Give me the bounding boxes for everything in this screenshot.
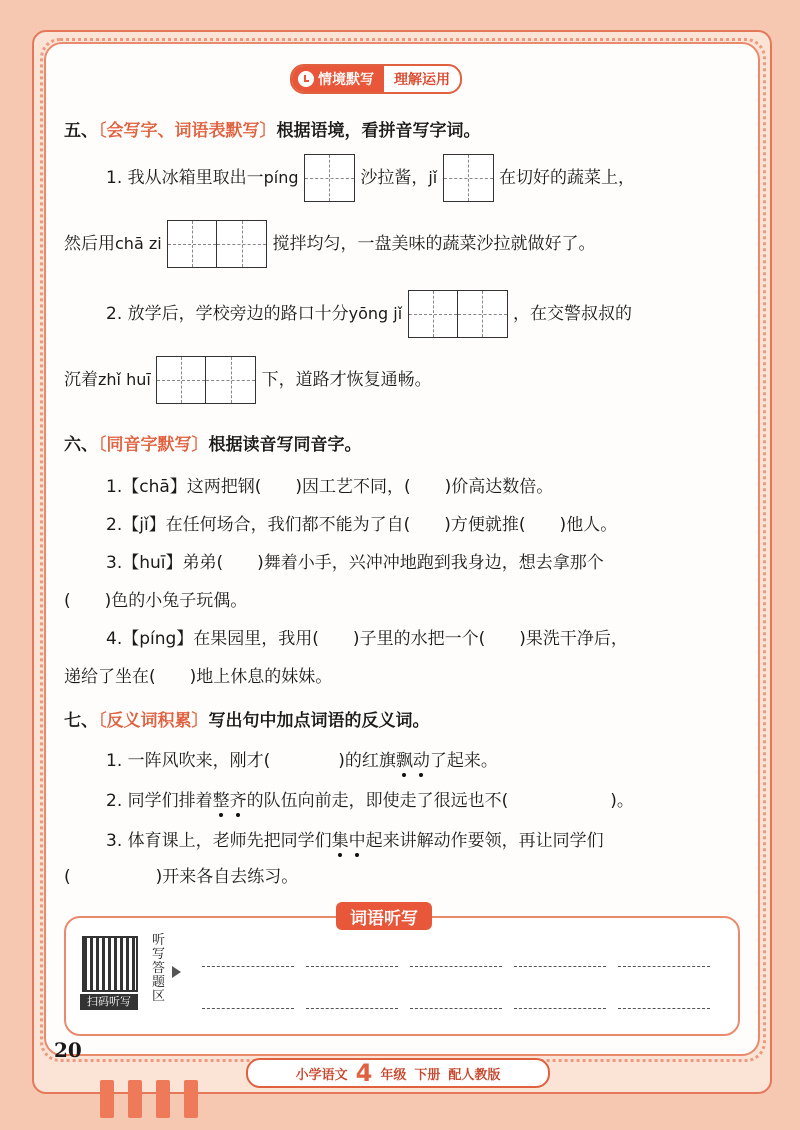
page-number: 20 xyxy=(54,1038,82,1062)
footer-edition: 配人教版 xyxy=(448,1067,501,1083)
write-line[interactable] xyxy=(514,1008,606,1009)
write-line[interactable] xyxy=(410,966,502,967)
header-right-label: 理解运用 xyxy=(394,72,450,88)
footer-badge xyxy=(246,1058,550,1088)
footer-subject: 小学语文 xyxy=(295,1067,348,1083)
q6-4: 4.【píng】在果园里，我用( )子里的水把一个( )果洗干净后， xyxy=(106,629,628,649)
write-line[interactable] xyxy=(306,1008,398,1009)
q6-4-cont: 递给了坐在( )地上休息的妹妹。 xyxy=(64,667,333,687)
section-5-title xyxy=(64,116,481,141)
write-line[interactable] xyxy=(306,966,398,967)
section-7-title: 七、〔反义词积累〕写出句中加点词语的反义词。 xyxy=(64,711,430,731)
footer-grade: 年级 xyxy=(380,1067,407,1083)
write-line[interactable] xyxy=(410,1008,502,1009)
q5-2-line1: 2. 放学后，学校旁边的路口十分yōng jǐ ，在交警叔叔的 xyxy=(106,290,632,338)
q6-3: 3.【huī】弟弟( )舞着小手，兴冲冲地跑到我身边，想去拿那个 xyxy=(106,553,604,573)
answer-box[interactable] xyxy=(443,154,494,202)
q7-2: 2. 同学们排着整齐的队伍向前走，即使走了很远也不( )。 xyxy=(106,786,634,811)
footer-grade-number: 4 xyxy=(355,1059,373,1087)
write-line[interactable] xyxy=(618,966,710,967)
section-header xyxy=(290,66,462,92)
q6-2: 2.【jǐ】在任何场合，我们都不能为了自( )方便就推( )他人。 xyxy=(106,515,618,535)
section-tag: 〔会写字、词语表默写〕 xyxy=(98,121,277,141)
qr-code-icon[interactable] xyxy=(82,936,138,992)
clock-icon xyxy=(298,71,314,87)
section-instruction: 根据语境，看拼音写字词。 xyxy=(276,121,481,141)
section-6-title: 六、〔同音字默写〕根据读音写同音字。 xyxy=(64,435,362,455)
q7-3-cont: ( )开来各自去练习。 xyxy=(64,867,299,887)
answer-box[interactable] xyxy=(156,356,256,404)
footer-term: 下册 xyxy=(414,1067,441,1083)
q5-2-line2: 沉着zhǐ huī 下，道路才恢复通畅。 xyxy=(64,356,432,404)
q7-1: 1. 一阵风吹来，刚才( )的红旗飘动了起来。 xyxy=(106,746,498,771)
q7-3: 3. 体育课上，老师先把同学们集中起来讲解动作要领，再让同学们 xyxy=(106,826,604,851)
write-line[interactable] xyxy=(514,966,606,967)
decorative-stripes xyxy=(100,1080,198,1118)
write-line[interactable] xyxy=(618,1008,710,1009)
answer-area-label: 听写答题区 xyxy=(152,933,166,1004)
answer-box[interactable] xyxy=(304,154,355,202)
dictation-title: 词语听写 xyxy=(336,902,432,930)
arrow-right-icon xyxy=(172,966,181,978)
q6-1: 1.【chā】这两把钢( )因工艺不同，( )价高达数倍。 xyxy=(106,477,554,497)
answer-box[interactable] xyxy=(408,290,508,338)
write-line[interactable] xyxy=(202,966,294,967)
q5-1-line2: 然后用chā zi 搅拌均匀，一盘美味的蔬菜沙拉就做好了。 xyxy=(64,220,595,268)
q6-3-cont: ( )色的小兔子玩偶。 xyxy=(64,591,248,611)
header-left-label: 情境默写 xyxy=(318,72,374,88)
section-number: 五、 xyxy=(64,121,98,141)
answer-box[interactable] xyxy=(167,220,267,268)
write-line[interactable] xyxy=(202,1008,294,1009)
qr-label: 扫码听写 xyxy=(80,994,138,1010)
q5-1-line1: 1. 我从冰箱里取出一píng 沙拉酱，jǐ 在切好的蔬菜上， xyxy=(106,154,635,202)
